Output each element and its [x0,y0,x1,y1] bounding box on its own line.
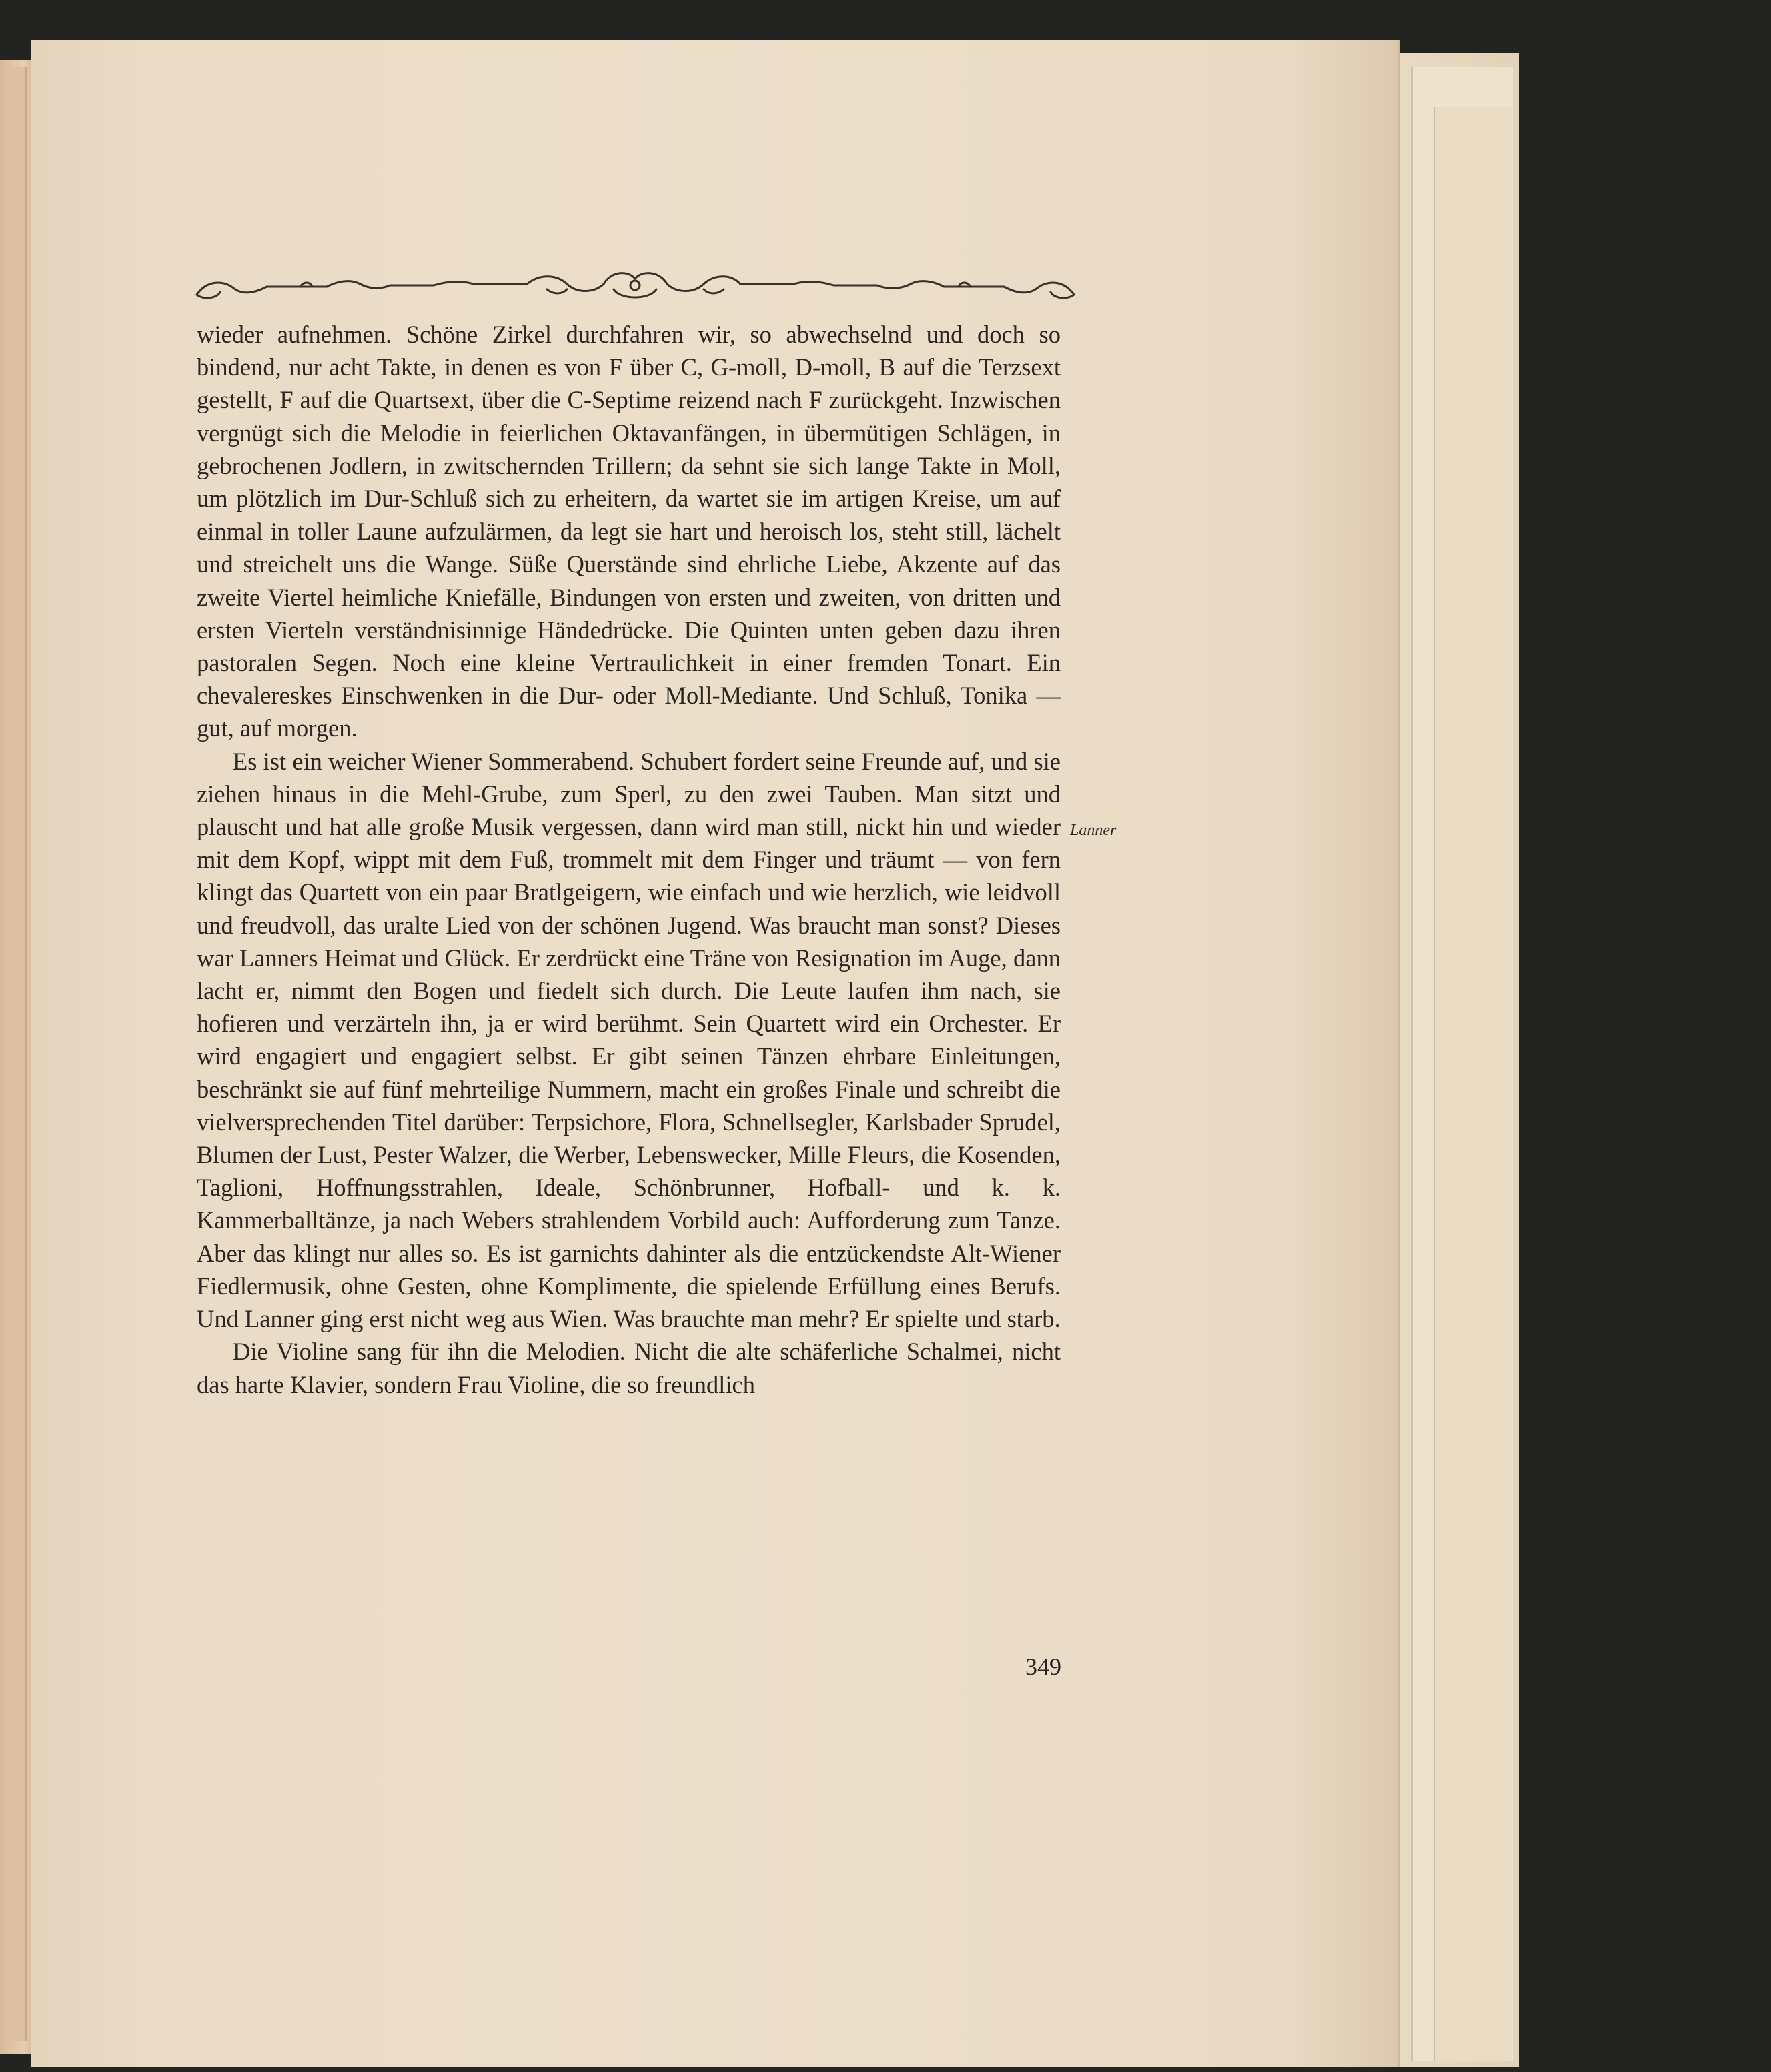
margin-note: Lanner [1070,822,1117,839]
page-stack-edge [1434,107,1512,2061]
body-text [197,318,1061,1401]
left-page-strip [5,67,27,2041]
paragraph: wieder aufnehmen. Schöne Zirkel durchfahren wir, so abwechselnd und doch so bindend, nur acht Takte, in denen es von F über C, G-moll, D-moll, B auf die Terzsext gestellt, F auf die Quartsext, über die C-Septime reizend nach F zurückgeht. Inzwischen vergnügt sich die Melodie in feierlichen Oktavanfängen, in übermütigen Schlägen, in gebrochenen Jodlern, in zwitschernden Trillern; da sehnt sie sich lange Takte in Moll, um plötzlich im Dur-Schluß sich zu erheitern, da wartet sie im artigen Kreise, um auf einmal in toller Laune aufzulärmen, da legt sie hart und heroisch los, steht still, lächelt und streichelt uns die Wange. Süße Querstände sind ehrliche Liebe, Akzente auf das zweite Viertel heimliche Kniefälle, Bindungen von ersten und zweiten, von dritten und ersten Vierteln verständnisinnige Händedrücke. Die Quinten unten geben dazu ihren pastoralen Segen. Noch eine kleine Vertraulichkeit in einer fremden Tonart. Ein chevalereskes Einschwenken in die Dur- oder Moll-Mediante. Und Schluß, Tonika — gut, auf morgen. [197,321,1061,742]
page-number: 349 [1025,1653,1061,1680]
decorative-ornament [193,267,1077,307]
paragraph: Die Violine sang für ihn die Melodien. Nicht die alte schäferliche Schalmei, nicht das harte Klavier, sondern Frau Violine, die so freundlich [197,1338,1061,1398]
paragraph: Es ist ein weicher Wiener Sommerabend. Schubert fordert seine Freunde auf, und sie ziehen hinaus in die Mehl-Grube, zum Sperl, zu den zwei Tauben. Man sitzt und plauscht und hat alle große Musik vergessen, dann wird man still, nickt hin und wieder mit dem Kopf, wippt mit dem Fuß, trommelt mit dem Finger und träumt — von fern klingt das Quartett von ein paar Bratlgeigern, wie einfach und wie herzlich, wie leidvoll und freudvoll, das uralte Lied von der schönen Jugend. Was braucht man sonst? Dieses war Lanners Heimat und Glück. Er zerdrückt eine Träne von Resignation im Auge, dann lacht er, nimmt den Bogen und fiedelt sich durch. Die Leute laufen ihm nach, sie hofieren und verzärteln ihn, ja er wird berühmt. Sein Quartett wird ein Orchester. Er wird engagiert und engagiert selbst. Er gibt seinen Tänzen ehrbare Einleitungen, beschränkt sie auf fünf mehrteilige Nummern, macht ein großes Finale und schreibt die vielversprechenden Titel darüber: Terpsichore, Flora, Schnellsegler, Karlsbader Sprudel, Blumen der Lust, Pester Walzer, die Werber, Lebenswecker, Mille Fleurs, die Kosenden, Taglioni, Hoffnungsstrahlen, Ideale, Schönbrunner, Hofball- und k. k. Kammerballtänze, ja nach Webers strahlendem Vorbild auch: Aufforderung zum Tanze. Aber das klingt nur alles so. Es ist garnichts dahinter als die entzückendste Alt-Wiener Fiedlermusik, ohne Gesten, ohne Komplimente, die spielende Erfüllung eines Berufs. Und Lanner ging erst nicht weg aus Wien. Was brauchte man mehr? Er spielte und starb. [197,747,1061,1333]
